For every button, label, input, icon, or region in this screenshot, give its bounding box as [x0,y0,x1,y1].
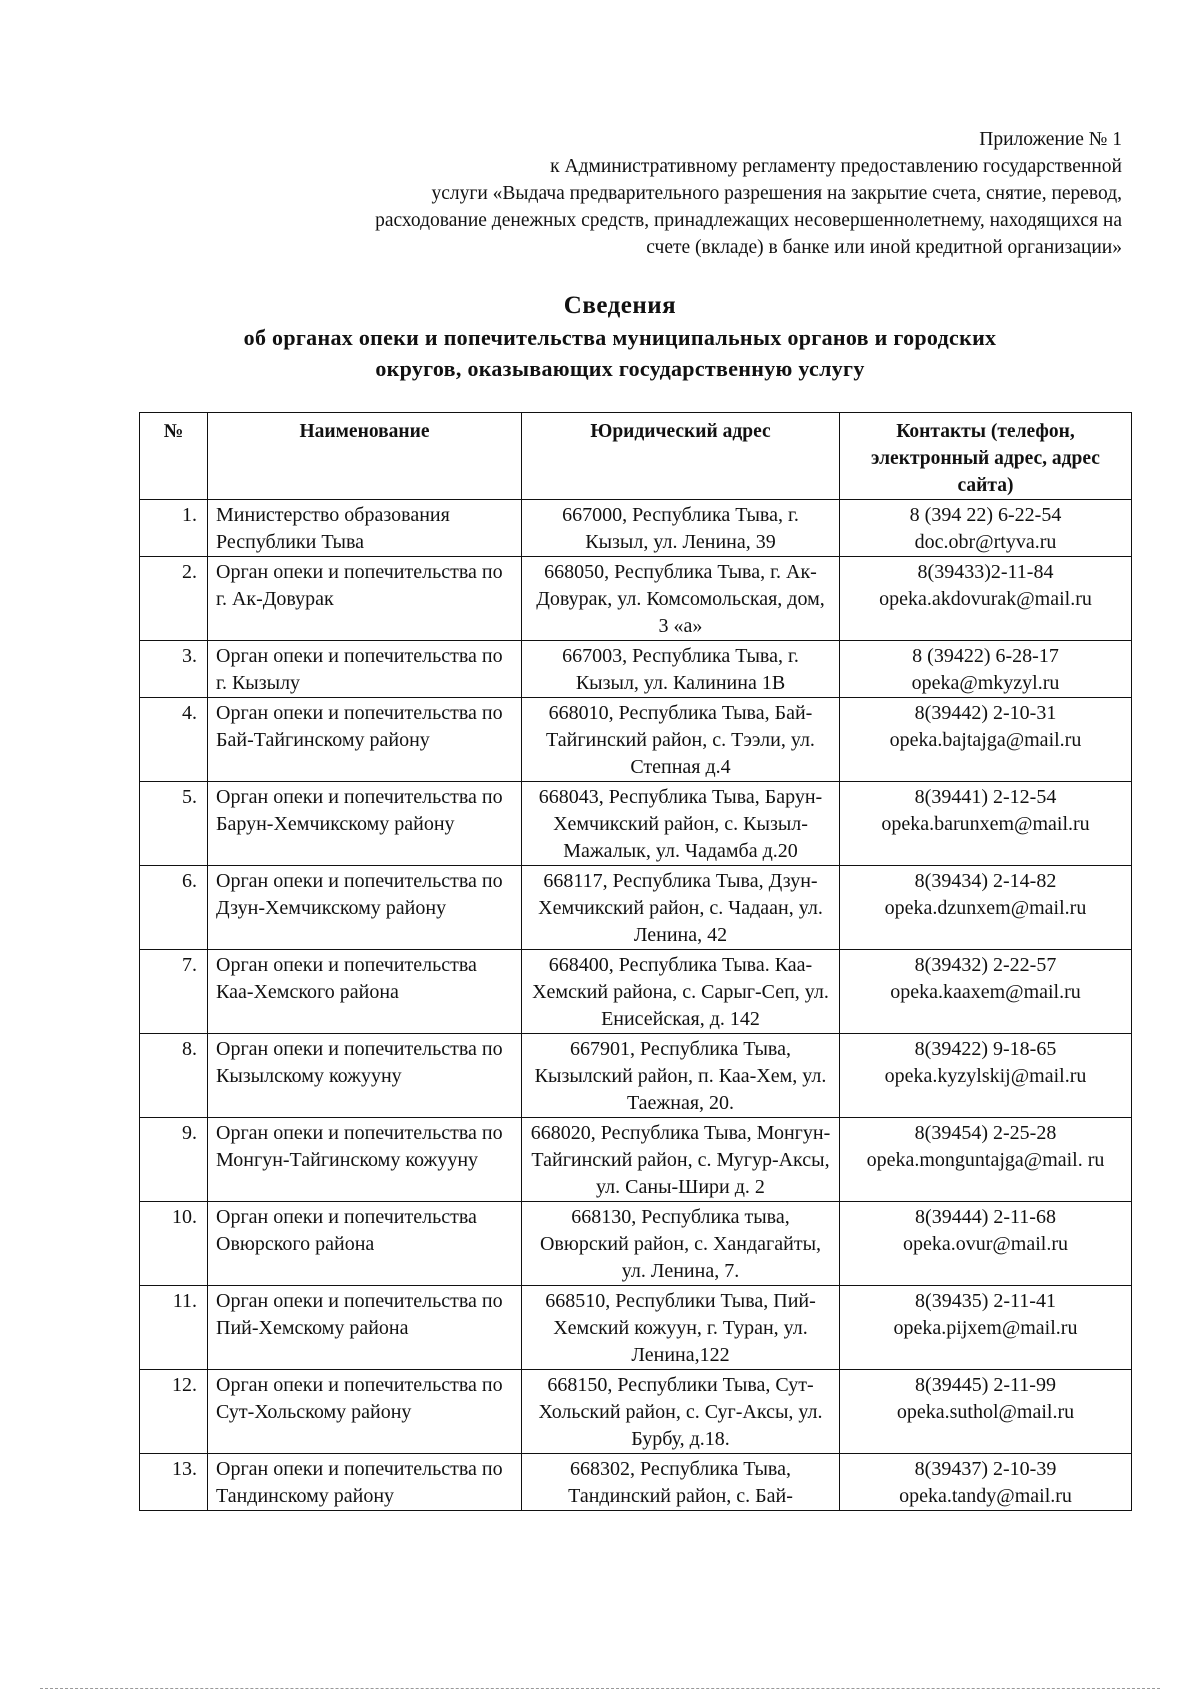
table-row [140,1034,1132,1118]
row-contacts [840,1202,1132,1286]
row-email: opeka.akdovurak@mail.ru [879,588,1092,610]
table-header-row [140,413,1132,500]
header-contacts: Контакты (телефон, электронный адрес, адрес сайта) [840,413,1132,500]
table-row [140,557,1132,641]
row-name: Орган опеки и попечительства по Пий-Хемскому района [208,1286,522,1370]
row-phone: 8(39444) 2-11-68 [915,1206,1056,1228]
table-row [140,1202,1132,1286]
row-contacts [840,1454,1132,1511]
table-row [140,1370,1132,1454]
table-row [140,1118,1132,1202]
row-contacts [840,500,1132,557]
row-number: 6. [140,866,208,950]
row-name: Орган опеки и попечительства по г. Ак-Довурак [208,557,522,641]
row-phone: 8(39445) 2-11-99 [915,1374,1056,1396]
table-row [140,698,1132,782]
row-number: 7. [140,950,208,1034]
row-email: opeka.kyzylskij@mail.ru [884,1065,1087,1087]
row-address: 668010, Республика Тыва, Бай-Тайгинский район, с. Тээли, ул. Степная д.4 [522,698,840,782]
row-address: 667901, Республика Тыва, Кызылский район, п. Каа-Хем, ул. Таежная, 20. [522,1034,840,1118]
row-number: 2. [140,557,208,641]
row-contacts [840,698,1132,782]
row-address: 668130, Республика тыва, Овюрский район, с. Хандагайты, ул. Ленина, 7. [522,1202,840,1286]
row-number: 4. [140,698,208,782]
table-row [140,950,1132,1034]
row-email: opeka.bajtajga@mail.ru [889,729,1082,751]
row-phone: 8(39434) 2-14-82 [914,870,1057,892]
row-email: opeka.tandy@mail.ru [899,1485,1072,1507]
row-number: 8. [140,1034,208,1118]
header-address: Юридический адрес [522,413,840,500]
row-number: 3. [140,641,208,698]
row-address: 668510, Республики Тыва, Пий-Хемский кожуун, г. Туран, ул. Ленина,122 [522,1286,840,1370]
row-name: Министерство образования Республики Тыва [208,500,522,557]
page-bottom-edge [40,1688,1160,1689]
row-number: 10. [140,1202,208,1286]
table-row [140,866,1132,950]
row-name: Орган опеки и попечительства по Бай-Тайгинскому району [208,698,522,782]
row-address: 668050, Республика Тыва, г. Ак-Довурак, ул. Комсомольская, дом, 3 «а» [522,557,840,641]
row-name: Орган опеки и попечительства по Сут-Хольскому району [208,1370,522,1454]
document-subtitle-line1: об органах опеки и попечительства муниципальных органов и городских [243,325,997,350]
row-phone: 8(39433)2-11-84 [917,561,1054,583]
row-name: Орган опеки и попечительства по г. Кызылу [208,641,522,698]
document-heading [120,290,1120,384]
document-title: Сведения [563,292,677,319]
row-phone: 8(39441) 2-12-54 [914,786,1057,808]
row-contacts [840,1118,1132,1202]
row-address: 667000, Республика Тыва, г. Кызыл, ул. Ленина, 39 [522,500,840,557]
row-name: Орган опеки и попечительства Овюрского района [208,1202,522,1286]
row-email: doc.obr@rtyva.ru [914,531,1057,553]
row-email: opeka.monguntajga@mail. ru [866,1149,1105,1171]
row-address: 667003, Республика Тыва, г. Кызыл, ул. Калинина 1В [522,641,840,698]
annex-line: расходование денежных средств, принадлежащих несовершеннолетнему, находящихся на [375,210,1122,231]
header-name: Наименование [208,413,522,500]
table-row [140,1286,1132,1370]
annex-line: счете (вкладе) в банке или иной кредитной организации» [646,237,1122,258]
row-number: 12. [140,1370,208,1454]
table-body [140,500,1132,1511]
row-email: opeka.pijxem@mail.ru [893,1317,1078,1339]
table-row [140,500,1132,557]
row-phone: 8(39442) 2-10-31 [914,702,1057,724]
row-email: opeka.barunxem@mail.ru [881,813,1090,835]
row-name: Орган опеки и попечительства по Монгун-Тайгинскому кожууну [208,1118,522,1202]
row-phone: 8(39454) 2-25-28 [914,1122,1057,1144]
row-address: 668020, Республика Тыва, Монгун-Тайгинский район, с. Мугур-Аксы, ул. Саны-Шири д. 2 [522,1118,840,1202]
row-email: opeka.suthol@mail.ru [896,1401,1075,1423]
row-contacts [840,950,1132,1034]
row-contacts [840,557,1132,641]
row-number: 5. [140,782,208,866]
row-name: Орган опеки и попечительства по Барун-Хемчикскому району [208,782,522,866]
table-row [140,1454,1132,1511]
row-address: 668400, Республика Тыва. Каа-Хемский района, с. Сарыг-Сеп, ул. Енисейская, д. 142 [522,950,840,1034]
row-number: 13. [140,1454,208,1511]
row-address: 668043, Республика Тыва, Барун-Хемчикский район, с. Кызыл-Мажалык, ул. Чадамба д.20 [522,782,840,866]
row-number: 1. [140,500,208,557]
row-phone: 8 (39422) 6-28-17 [912,645,1059,667]
annex-line: к Административному регламенту предоставлению государственной [550,156,1122,177]
row-email: opeka@mkyzyl.ru [911,672,1060,694]
table-row [140,641,1132,698]
annex-line: услуги «Выдача предварительного разрешения на закрытие счета, снятие, перевод, [431,183,1122,204]
row-name: Орган опеки и попечительства по Тандинскому району [208,1454,522,1511]
row-address: 668150, Республики Тыва, Сут-Хольский район, с. Суг-Аксы, ул. Бурбу, д.18. [522,1370,840,1454]
header-num: № [140,413,208,500]
row-name: Орган опеки и попечительства Каа-Хемского района [208,950,522,1034]
guardianship-table [139,412,1132,1511]
row-email: opeka.ovur@mail.ru [902,1233,1069,1255]
row-number: 9. [140,1118,208,1202]
row-contacts [840,866,1132,950]
row-address: 668302, Республика Тыва, Тандинский район, с. Бай- [522,1454,840,1511]
row-contacts [840,1370,1132,1454]
row-phone: 8 (394 22) 6-22-54 [909,504,1062,526]
row-contacts [840,641,1132,698]
row-name: Орган опеки и попечительства по Кызылскому кожууну [208,1034,522,1118]
document-subtitle-line2: округов, оказывающих государственную услугу [375,356,865,381]
annex-header [122,126,1122,261]
row-address: 668117, Республика Тыва, Дзун-Хемчикский район, с. Чадаан, ул. Ленина, 42 [522,866,840,950]
row-phone: 8(39437) 2-10-39 [914,1458,1057,1480]
row-phone: 8(39432) 2-22-57 [914,954,1057,976]
row-contacts [840,1286,1132,1370]
row-number: 11. [140,1286,208,1370]
row-name: Орган опеки и попечительства по Дзун-Хемчикскому району [208,866,522,950]
row-phone: 8(39435) 2-11-41 [915,1290,1056,1312]
row-phone: 8(39422) 9-18-65 [914,1038,1057,1060]
row-email: opeka.dzunxem@mail.ru [884,897,1087,919]
row-email: opeka.kaaxem@mail.ru [890,981,1081,1003]
row-contacts [840,782,1132,866]
annex-line: Приложение № 1 [979,129,1122,150]
row-contacts [840,1034,1132,1118]
table-row [140,782,1132,866]
